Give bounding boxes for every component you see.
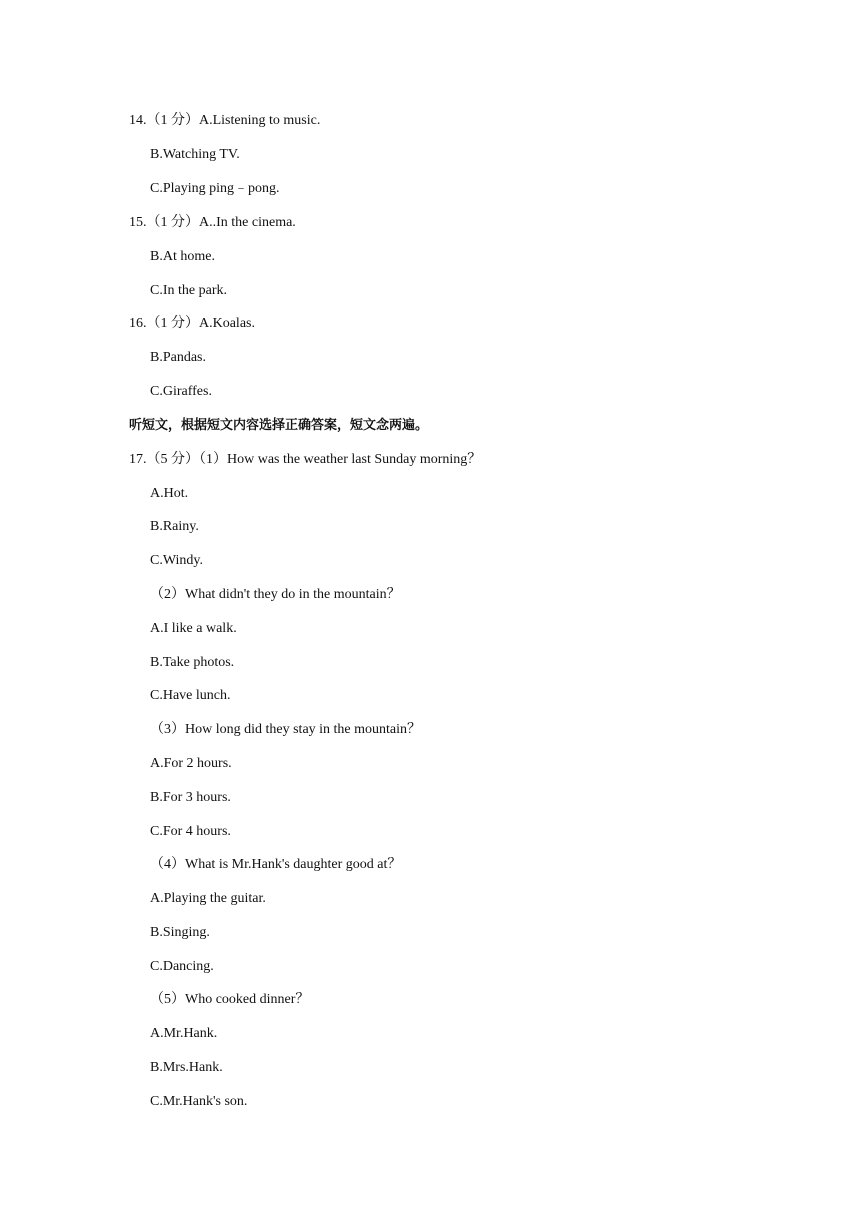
question-17-5-text: （5）Who cooked dinner？ <box>150 992 310 1007</box>
question-14-option-b: B.Watching TV. <box>150 147 240 162</box>
question-17-2-option-c: C.Have lunch. <box>150 688 231 703</box>
question-16-stem: 16.（1 分）A.Koalas. <box>129 316 255 331</box>
question-17-5-option-a: A.Mr.Hank. <box>150 1026 218 1041</box>
question-17-3-option-c: C.For 4 hours. <box>150 824 231 839</box>
question-17-5-option-b: B.Mrs.Hank. <box>150 1060 223 1075</box>
question-15-stem: 15.（1 分）A..In the cinema. <box>129 215 296 230</box>
question-16-option-b: B.Pandas. <box>150 350 206 365</box>
question-17-4-text: （4）What is Mr.Hank's daughter good at？ <box>150 857 402 872</box>
question-17-4-option-c: C.Dancing. <box>150 959 214 974</box>
question-17-1-option-a: A.Hot. <box>150 486 189 501</box>
question-17-2-text: （2）What didn't they do in the mountain？ <box>150 587 401 602</box>
question-17-1-option-b: B.Rainy. <box>150 519 199 534</box>
question-17-5-option-c: C.Mr.Hank's son. <box>150 1094 248 1109</box>
question-17-3-text: （3）How long did they stay in the mountain？ <box>150 722 422 737</box>
question-15-option-b: B.At home. <box>150 249 215 264</box>
section-instruction: 听短文，根据短文内容选择正确答案，短文念两遍。 <box>129 418 429 433</box>
question-14-stem: 14.（1 分）A.Listening to music. <box>129 113 321 128</box>
question-17-4-option-b: B.Singing. <box>150 925 210 940</box>
question-17-3-option-a: A.For 2 hours. <box>150 756 232 771</box>
question-17-stem: 17.（5 分）（1）How was the weather last Sunday morning？ <box>129 452 482 467</box>
question-17-4-option-a: A.Playing the guitar. <box>150 891 266 906</box>
question-17-1-option-c: C.Windy. <box>150 553 203 568</box>
question-15-option-c: C.In the park. <box>150 283 227 298</box>
question-17-2-option-b: B.Take photos. <box>150 655 235 670</box>
question-16-option-c: C.Giraffes. <box>150 384 212 399</box>
question-14-option-c: C.Playing ping﹣pong. <box>150 181 280 196</box>
question-17-2-option-a: A.I like a walk. <box>150 621 237 636</box>
question-17-3-option-b: B.For 3 hours. <box>150 790 231 805</box>
